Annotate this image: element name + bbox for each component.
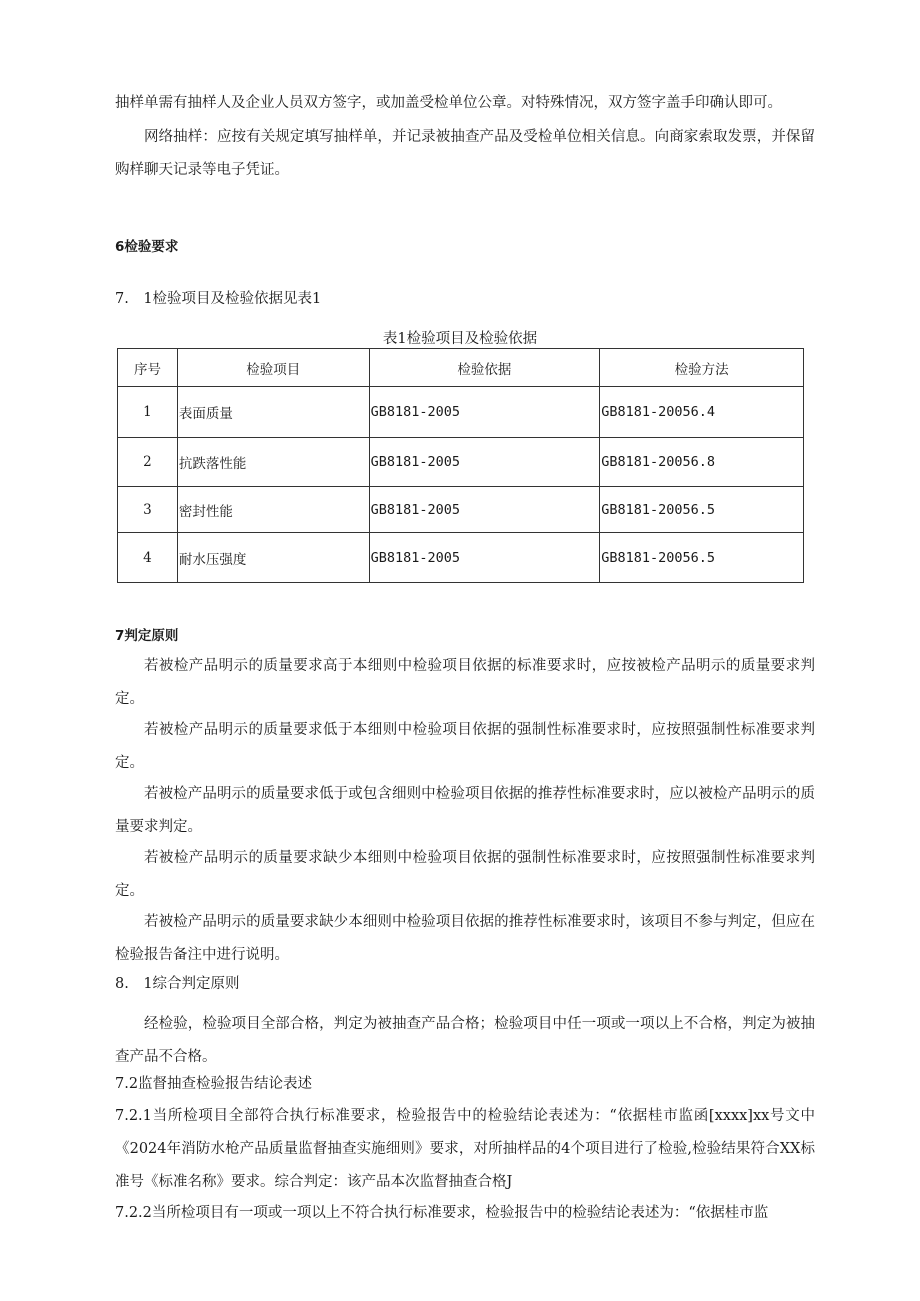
overall-judgement-paragraph: 经检验，检验项目全部合格，判定为被抽查产品合格；检验项目中任一项或一项以上不合格，判定为被抽查产品不合格。 xyxy=(115,1016,815,1065)
table-row xyxy=(118,533,804,583)
cell-method: GB8181-20056.4 xyxy=(600,387,804,438)
header-method: 检验方法 xyxy=(600,349,804,387)
cell-item: 密封性能 xyxy=(177,487,369,533)
cell-basis: GB8181-2005 xyxy=(369,438,600,487)
conclusion-7-2-2-paragraph: 7.2.2当所检项目有一项或一项以上不符合执行标准要求，检验报告中的检验结论表述为：“依据桂市监 xyxy=(115,1205,769,1221)
conclusion-7-2-1-paragraph: 7.2.1当所检项目全部符合执行标准要求，检验报告中的检验结论表述为：“依据桂市监函[xxxx]xx号文中《2024年消防水枪产品质量监督抽查实施细则》要求，对所抽样品的4个项目进行了检验,检验结果符合XX标准号《标准名称》要求。综合判定：该产品本次监督抽查合格J xyxy=(115,1108,815,1190)
online-sampling-paragraph: 网络抽样：应按有关规定填写抽样单，并记录被抽查产品及受检单位相关信息。向商家索取发票，并保留购样聊天记录等电子凭证。 xyxy=(115,129,815,178)
section-6-heading: 6检验要求 xyxy=(115,239,179,255)
section-7-2-subheading: 7.2监督抽查检验报告结论表述 xyxy=(115,1076,313,1092)
table-caption: 表1检验项目及检验依据 xyxy=(382,331,538,347)
cell-method: GB8181-20056.5 xyxy=(600,487,804,533)
table-row xyxy=(118,387,804,438)
header-basis: 检验依据 xyxy=(369,349,600,387)
cell-no: 4 xyxy=(118,533,178,583)
cell-basis: GB8181-2005 xyxy=(369,533,600,583)
header-no: 序号 xyxy=(118,349,178,387)
judgement-paragraph-1: 若被检产品明示的质量要求高于本细则中检验项目依据的标准要求时，应按被检产品明示的质量要求判定。 xyxy=(115,658,815,707)
sampling-signature-paragraph: 抽样单需有抽样人及企业人员双方签字，或加盖受检单位公章。对特殊情况，双方签字盖手印确认即可。 xyxy=(115,95,782,111)
cell-no: 1 xyxy=(118,387,178,438)
judgement-paragraph-2: 若被检产品明示的质量要求低于本细则中检验项目依据的强制性标准要求时，应按照强制性标准要求判定。 xyxy=(115,722,815,771)
cell-basis: GB8181-2005 xyxy=(369,487,600,533)
section-7-1-subheading: 7. 1检验项目及检验依据见表1 xyxy=(115,291,322,307)
judgement-paragraph-4: 若被检产品明示的质量要求缺少本细则中检验项目依据的强制性标准要求时，应按照强制性标准要求判定。 xyxy=(115,850,815,899)
cell-method: GB8181-20056.5 xyxy=(600,533,804,583)
section-7-heading: 7判定原则 xyxy=(115,628,179,644)
judgement-paragraph-5: 若被检产品明示的质量要求缺少本细则中检验项目依据的推荐性标准要求时，该项目不参与判定，但应在检验报告备注中进行说明。 xyxy=(115,914,815,963)
inspection-table xyxy=(117,348,804,583)
cell-item: 耐水压强度 xyxy=(177,533,369,583)
table-row xyxy=(118,438,804,487)
table-header-row xyxy=(118,349,804,387)
header-item: 检验项目 xyxy=(177,349,369,387)
table-row xyxy=(118,487,804,533)
cell-basis: GB8181-2005 xyxy=(369,387,600,438)
cell-no: 2 xyxy=(118,438,178,487)
cell-item: 抗跌落性能 xyxy=(177,438,369,487)
judgement-paragraph-3: 若被检产品明示的质量要求低于或包含细则中检验项目依据的推荐性标准要求时，应以被检产品明示的质量要求判定。 xyxy=(115,786,815,835)
cell-method: GB8181-20056.8 xyxy=(600,438,804,487)
section-8-1-subheading: 8. 1综合判定原则 xyxy=(115,976,240,992)
cell-no: 3 xyxy=(118,487,178,533)
cell-item: 表面质量 xyxy=(177,387,369,438)
